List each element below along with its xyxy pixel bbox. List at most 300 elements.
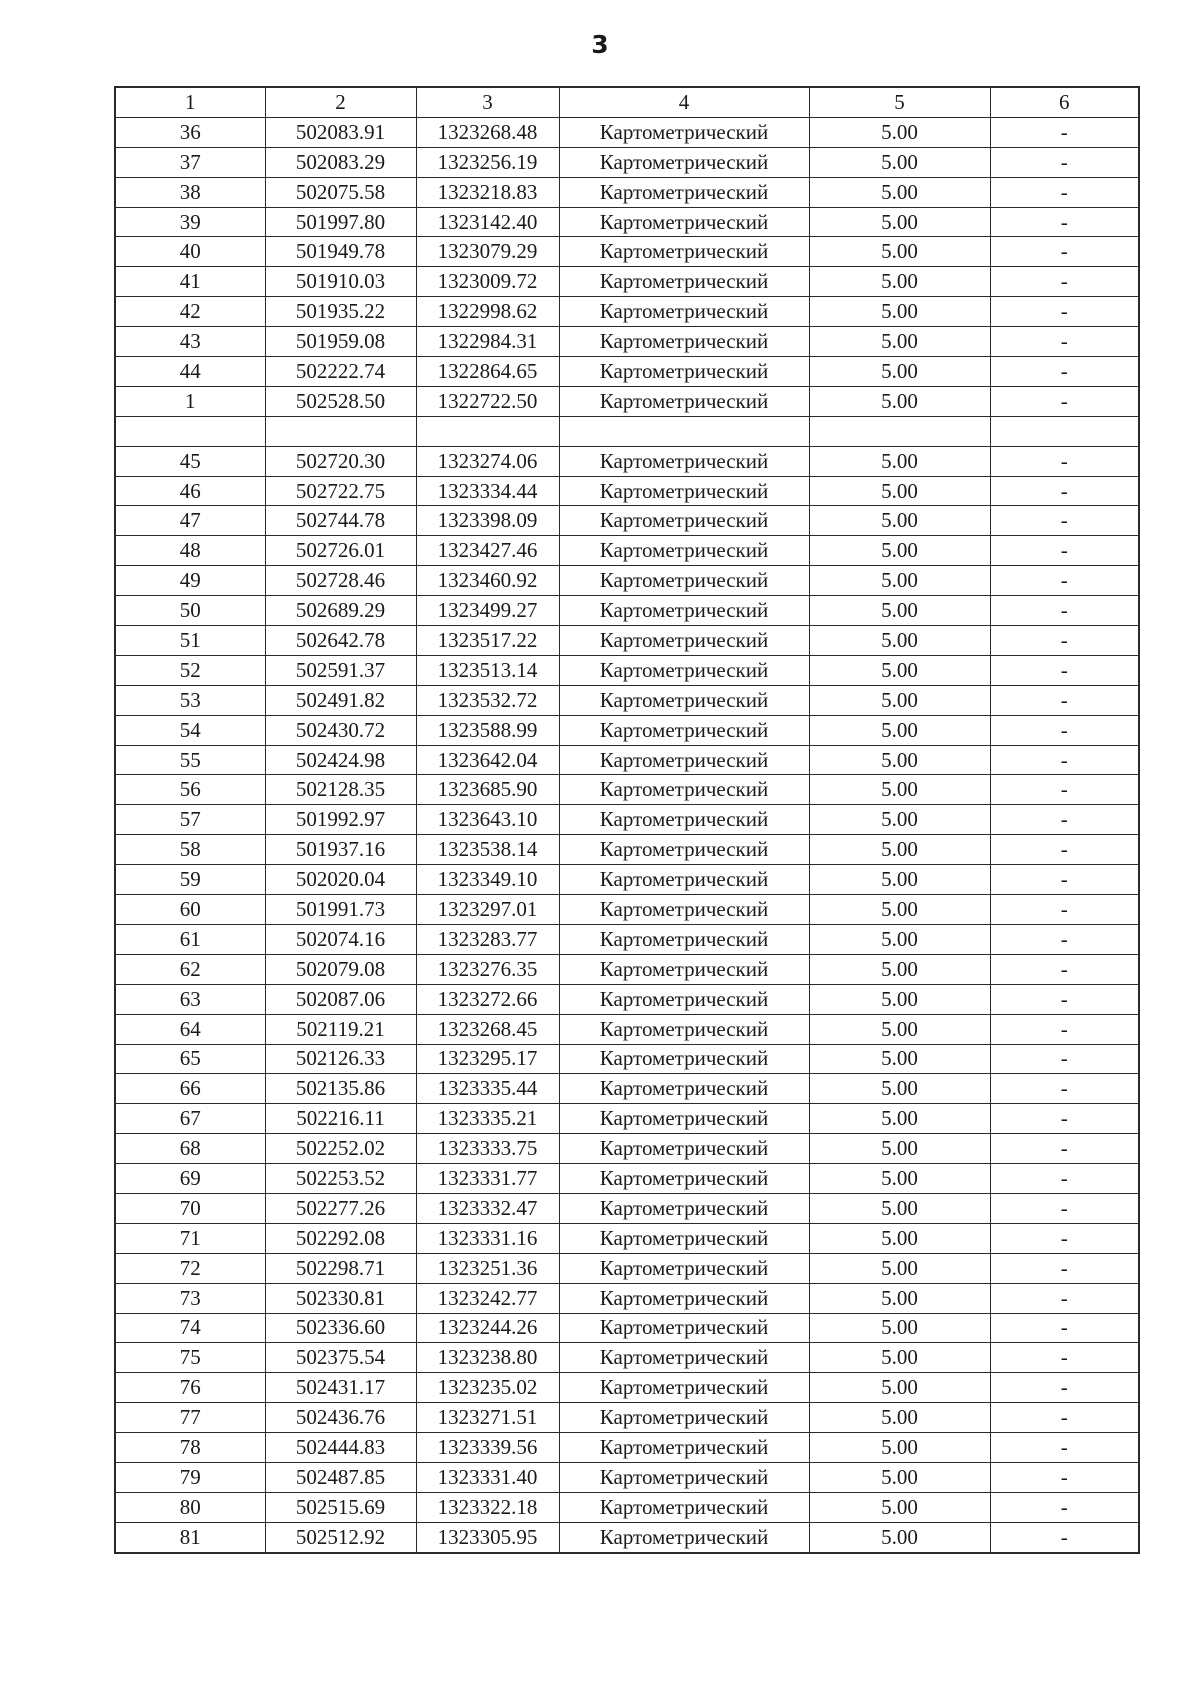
y-coordinate-cell: 1323238.80 — [416, 1343, 559, 1373]
table-row — [115, 1253, 1139, 1283]
point-number-cell: 68 — [115, 1134, 265, 1164]
column-header: 2 — [265, 87, 416, 117]
y-coordinate-cell: 1323499.27 — [416, 596, 559, 626]
x-coordinate-cell: 502292.08 — [265, 1223, 416, 1253]
table-row — [115, 1492, 1139, 1522]
accuracy-cell: 5.00 — [809, 1014, 990, 1044]
table-row — [115, 327, 1139, 357]
point-number-cell: 79 — [115, 1462, 265, 1492]
description-cell: - — [990, 1283, 1139, 1313]
description-cell — [990, 416, 1139, 446]
method-cell — [559, 416, 809, 446]
accuracy-cell: 5.00 — [809, 446, 990, 476]
y-coordinate-cell: 1323235.02 — [416, 1373, 559, 1403]
accuracy-cell: 5.00 — [809, 207, 990, 237]
description-cell: - — [990, 1343, 1139, 1373]
description-cell: - — [990, 117, 1139, 147]
description-cell: - — [990, 1104, 1139, 1134]
accuracy-cell: 5.00 — [809, 177, 990, 207]
y-coordinate-cell: 1323242.77 — [416, 1283, 559, 1313]
accuracy-cell — [809, 416, 990, 446]
description-cell: - — [990, 685, 1139, 715]
point-number-cell: 43 — [115, 327, 265, 357]
accuracy-cell: 5.00 — [809, 1223, 990, 1253]
table-row — [115, 596, 1139, 626]
x-coordinate-cell: 502689.29 — [265, 596, 416, 626]
table-row — [115, 177, 1139, 207]
description-cell: - — [990, 1223, 1139, 1253]
table-row — [115, 506, 1139, 536]
point-number-cell: 49 — [115, 566, 265, 596]
column-header: 3 — [416, 87, 559, 117]
y-coordinate-cell: 1322998.62 — [416, 297, 559, 327]
description-cell: - — [990, 327, 1139, 357]
accuracy-cell: 5.00 — [809, 1373, 990, 1403]
column-header: 4 — [559, 87, 809, 117]
table-row — [115, 1343, 1139, 1373]
table-row — [115, 835, 1139, 865]
accuracy-cell: 5.00 — [809, 1522, 990, 1552]
accuracy-cell: 5.00 — [809, 357, 990, 387]
x-coordinate-cell: 502375.54 — [265, 1343, 416, 1373]
y-coordinate-cell: 1323339.56 — [416, 1433, 559, 1463]
method-cell: Картометрический — [559, 1223, 809, 1253]
method-cell: Картометрический — [559, 715, 809, 745]
method-cell: Картометрический — [559, 835, 809, 865]
accuracy-cell: 5.00 — [809, 1164, 990, 1194]
accuracy-cell: 5.00 — [809, 1193, 990, 1223]
method-cell: Картометрический — [559, 1522, 809, 1552]
x-coordinate-cell: 502128.35 — [265, 775, 416, 805]
y-coordinate-cell: 1323643.10 — [416, 805, 559, 835]
description-cell: - — [990, 1134, 1139, 1164]
point-number-cell: 48 — [115, 536, 265, 566]
accuracy-cell: 5.00 — [809, 327, 990, 357]
table-row — [115, 1313, 1139, 1343]
y-coordinate-cell: 1323295.17 — [416, 1044, 559, 1074]
accuracy-cell: 5.00 — [809, 895, 990, 925]
description-cell: - — [990, 1492, 1139, 1522]
description-cell: - — [990, 177, 1139, 207]
method-cell: Картометрический — [559, 207, 809, 237]
x-coordinate-cell: 502431.17 — [265, 1373, 416, 1403]
method-cell: Картометрический — [559, 805, 809, 835]
x-coordinate-cell: 502512.92 — [265, 1522, 416, 1552]
x-coordinate-cell: 502087.06 — [265, 984, 416, 1014]
method-cell: Картометрический — [559, 147, 809, 177]
method-cell: Картометрический — [559, 1462, 809, 1492]
method-cell: Картометрический — [559, 506, 809, 536]
table-row — [115, 1074, 1139, 1104]
description-cell: - — [990, 626, 1139, 656]
point-number-cell: 65 — [115, 1044, 265, 1074]
description-cell: - — [990, 566, 1139, 596]
description-cell: - — [990, 476, 1139, 506]
description-cell: - — [990, 1074, 1139, 1104]
x-coordinate-cell: 501937.16 — [265, 835, 416, 865]
accuracy-cell: 5.00 — [809, 924, 990, 954]
x-coordinate-cell: 502222.74 — [265, 357, 416, 387]
y-coordinate-cell: 1323517.22 — [416, 626, 559, 656]
method-cell: Картометрический — [559, 237, 809, 267]
y-coordinate-cell: 1323297.01 — [416, 895, 559, 925]
point-number-cell: 81 — [115, 1522, 265, 1552]
y-coordinate-cell: 1323333.75 — [416, 1134, 559, 1164]
x-coordinate-cell: 502075.58 — [265, 177, 416, 207]
point-number-cell: 62 — [115, 954, 265, 984]
method-cell: Картометрический — [559, 984, 809, 1014]
method-cell: Картометрический — [559, 924, 809, 954]
method-cell: Картометрический — [559, 1492, 809, 1522]
y-coordinate-cell: 1323268.48 — [416, 117, 559, 147]
table-row — [115, 446, 1139, 476]
description-cell: - — [990, 446, 1139, 476]
point-number-cell: 63 — [115, 984, 265, 1014]
x-coordinate-cell: 502528.50 — [265, 386, 416, 416]
x-coordinate-cell: 502330.81 — [265, 1283, 416, 1313]
point-number-cell: 69 — [115, 1164, 265, 1194]
x-coordinate-cell: 502252.02 — [265, 1134, 416, 1164]
description-cell: - — [990, 536, 1139, 566]
table-row — [115, 1044, 1139, 1074]
table-row — [115, 775, 1139, 805]
y-coordinate-cell: 1323685.90 — [416, 775, 559, 805]
table-row — [115, 924, 1139, 954]
accuracy-cell: 5.00 — [809, 1403, 990, 1433]
table-row — [115, 715, 1139, 745]
x-coordinate-cell: 502083.29 — [265, 147, 416, 177]
description-cell: - — [990, 924, 1139, 954]
y-coordinate-cell: 1323079.29 — [416, 237, 559, 267]
point-number-cell: 45 — [115, 446, 265, 476]
y-coordinate-cell: 1323513.14 — [416, 655, 559, 685]
point-number-cell: 76 — [115, 1373, 265, 1403]
accuracy-cell: 5.00 — [809, 147, 990, 177]
column-header: 6 — [990, 87, 1139, 117]
accuracy-cell: 5.00 — [809, 805, 990, 835]
table-row — [115, 655, 1139, 685]
point-number-cell: 52 — [115, 655, 265, 685]
method-cell: Картометрический — [559, 386, 809, 416]
method-cell: Картометрический — [559, 655, 809, 685]
point-number-cell: 36 — [115, 117, 265, 147]
description-cell: - — [990, 1403, 1139, 1433]
y-coordinate-cell: 1322984.31 — [416, 327, 559, 357]
y-coordinate-cell: 1323331.16 — [416, 1223, 559, 1253]
accuracy-cell: 5.00 — [809, 1313, 990, 1343]
coordinates-table — [114, 86, 1140, 1554]
description-cell: - — [990, 655, 1139, 685]
method-cell: Картометрический — [559, 865, 809, 895]
accuracy-cell: 5.00 — [809, 745, 990, 775]
method-cell: Картометрический — [559, 177, 809, 207]
y-coordinate-cell: 1322722.50 — [416, 386, 559, 416]
description-cell: - — [990, 1462, 1139, 1492]
accuracy-cell: 5.00 — [809, 1343, 990, 1373]
accuracy-cell: 5.00 — [809, 267, 990, 297]
y-coordinate-cell: 1323460.92 — [416, 566, 559, 596]
point-number-cell: 50 — [115, 596, 265, 626]
page-number: 3 — [591, 30, 609, 59]
x-coordinate-cell: 502298.71 — [265, 1253, 416, 1283]
table-row — [115, 1373, 1139, 1403]
description-cell: - — [990, 1164, 1139, 1194]
x-coordinate-cell: 502336.60 — [265, 1313, 416, 1343]
y-coordinate-cell — [416, 416, 559, 446]
method-cell: Картометрический — [559, 1343, 809, 1373]
point-number-cell — [115, 416, 265, 446]
description-cell: - — [990, 1522, 1139, 1552]
table-row — [115, 954, 1139, 984]
accuracy-cell: 5.00 — [809, 297, 990, 327]
point-number-cell: 53 — [115, 685, 265, 715]
accuracy-cell: 5.00 — [809, 117, 990, 147]
method-cell: Картометрический — [559, 1164, 809, 1194]
y-coordinate-cell: 1323218.83 — [416, 177, 559, 207]
y-coordinate-cell: 1323256.19 — [416, 147, 559, 177]
point-number-cell: 78 — [115, 1433, 265, 1463]
table-row — [115, 1433, 1139, 1463]
accuracy-cell: 5.00 — [809, 1492, 990, 1522]
method-cell: Картометрический — [559, 775, 809, 805]
method-cell: Картометрический — [559, 1253, 809, 1283]
table-row — [115, 476, 1139, 506]
point-number-cell: 73 — [115, 1283, 265, 1313]
accuracy-cell: 5.00 — [809, 626, 990, 656]
accuracy-cell: 5.00 — [809, 1253, 990, 1283]
table-row — [115, 536, 1139, 566]
description-cell: - — [990, 1014, 1139, 1044]
description-cell: - — [990, 237, 1139, 267]
x-coordinate-cell: 502642.78 — [265, 626, 416, 656]
y-coordinate-cell: 1323305.95 — [416, 1522, 559, 1552]
x-coordinate-cell: 502487.85 — [265, 1462, 416, 1492]
y-coordinate-cell: 1323331.40 — [416, 1462, 559, 1492]
table-row — [115, 1164, 1139, 1194]
point-number-cell: 66 — [115, 1074, 265, 1104]
method-cell: Картометрический — [559, 626, 809, 656]
method-cell: Картометрический — [559, 1373, 809, 1403]
y-coordinate-cell: 1323332.47 — [416, 1193, 559, 1223]
table-row — [115, 805, 1139, 835]
accuracy-cell: 5.00 — [809, 685, 990, 715]
x-coordinate-cell: 501997.80 — [265, 207, 416, 237]
table-row — [115, 357, 1139, 387]
description-cell: - — [990, 357, 1139, 387]
accuracy-cell: 5.00 — [809, 1074, 990, 1104]
table-row — [115, 1193, 1139, 1223]
description-cell: - — [990, 297, 1139, 327]
y-coordinate-cell: 1323244.26 — [416, 1313, 559, 1343]
x-coordinate-cell: 502436.76 — [265, 1403, 416, 1433]
accuracy-cell: 5.00 — [809, 775, 990, 805]
point-number-cell: 75 — [115, 1343, 265, 1373]
y-coordinate-cell: 1323271.51 — [416, 1403, 559, 1433]
x-coordinate-cell: 502726.01 — [265, 536, 416, 566]
x-coordinate-cell: 501991.73 — [265, 895, 416, 925]
table-row — [115, 745, 1139, 775]
table-row — [115, 117, 1139, 147]
method-cell: Картометрический — [559, 1074, 809, 1104]
description-cell: - — [990, 596, 1139, 626]
table-row — [115, 386, 1139, 416]
table-row — [115, 297, 1139, 327]
description-cell: - — [990, 895, 1139, 925]
point-number-cell: 55 — [115, 745, 265, 775]
x-coordinate-cell: 502119.21 — [265, 1014, 416, 1044]
accuracy-cell: 5.00 — [809, 1462, 990, 1492]
point-number-cell: 38 — [115, 177, 265, 207]
method-cell: Картометрический — [559, 1044, 809, 1074]
y-coordinate-cell: 1323532.72 — [416, 685, 559, 715]
y-coordinate-cell: 1323588.99 — [416, 715, 559, 745]
table-row — [115, 1403, 1139, 1433]
accuracy-cell: 5.00 — [809, 1283, 990, 1313]
method-cell: Картометрический — [559, 1433, 809, 1463]
point-number-cell: 56 — [115, 775, 265, 805]
table-row — [115, 895, 1139, 925]
table-row — [115, 566, 1139, 596]
table-row — [115, 984, 1139, 1014]
x-coordinate-cell: 501949.78 — [265, 237, 416, 267]
method-cell: Картометрический — [559, 566, 809, 596]
table-row — [115, 267, 1139, 297]
x-coordinate-cell: 501935.22 — [265, 297, 416, 327]
y-coordinate-cell: 1323283.77 — [416, 924, 559, 954]
table-body — [115, 117, 1139, 1552]
accuracy-cell: 5.00 — [809, 984, 990, 1014]
point-number-cell: 58 — [115, 835, 265, 865]
description-cell: - — [990, 745, 1139, 775]
description-cell: - — [990, 865, 1139, 895]
method-cell: Картометрический — [559, 357, 809, 387]
point-number-cell: 61 — [115, 924, 265, 954]
description-cell: - — [990, 267, 1139, 297]
accuracy-cell: 5.00 — [809, 1433, 990, 1463]
column-header: 1 — [115, 87, 265, 117]
accuracy-cell: 5.00 — [809, 655, 990, 685]
description-cell: - — [990, 1373, 1139, 1403]
table-row — [115, 685, 1139, 715]
table-row — [115, 1522, 1139, 1552]
description-cell: - — [990, 506, 1139, 536]
point-number-cell: 59 — [115, 865, 265, 895]
y-coordinate-cell: 1323251.36 — [416, 1253, 559, 1283]
table-row — [115, 1104, 1139, 1134]
method-cell: Картометрический — [559, 327, 809, 357]
y-coordinate-cell: 1323272.66 — [416, 984, 559, 1014]
point-number-cell: 46 — [115, 476, 265, 506]
method-cell: Картометрический — [559, 1403, 809, 1433]
point-number-cell: 51 — [115, 626, 265, 656]
x-coordinate-cell: 502020.04 — [265, 865, 416, 895]
point-number-cell: 57 — [115, 805, 265, 835]
y-coordinate-cell: 1323349.10 — [416, 865, 559, 895]
x-coordinate-cell: 502720.30 — [265, 446, 416, 476]
x-coordinate-cell: 502135.86 — [265, 1074, 416, 1104]
x-coordinate-cell: 502083.91 — [265, 117, 416, 147]
y-coordinate-cell: 1322864.65 — [416, 357, 559, 387]
accuracy-cell: 5.00 — [809, 1134, 990, 1164]
x-coordinate-cell: 501992.97 — [265, 805, 416, 835]
point-number-cell: 44 — [115, 357, 265, 387]
table-row — [115, 1223, 1139, 1253]
table-row — [115, 1134, 1139, 1164]
method-cell: Картометрический — [559, 536, 809, 566]
description-cell: - — [990, 1044, 1139, 1074]
method-cell: Картометрический — [559, 117, 809, 147]
point-number-cell: 41 — [115, 267, 265, 297]
method-cell: Картометрический — [559, 1134, 809, 1164]
accuracy-cell: 5.00 — [809, 715, 990, 745]
accuracy-cell: 5.00 — [809, 566, 990, 596]
description-cell: - — [990, 835, 1139, 865]
x-coordinate-cell: 502216.11 — [265, 1104, 416, 1134]
x-coordinate-cell: 502491.82 — [265, 685, 416, 715]
accuracy-cell: 5.00 — [809, 386, 990, 416]
description-cell: - — [990, 1253, 1139, 1283]
y-coordinate-cell: 1323335.44 — [416, 1074, 559, 1104]
y-coordinate-cell: 1323427.46 — [416, 536, 559, 566]
table-row — [115, 416, 1139, 446]
x-coordinate-cell: 502079.08 — [265, 954, 416, 984]
table-header-row — [115, 87, 1139, 117]
method-cell: Картометрический — [559, 267, 809, 297]
method-cell: Картометрический — [559, 685, 809, 715]
point-number-cell: 71 — [115, 1223, 265, 1253]
point-number-cell: 40 — [115, 237, 265, 267]
x-coordinate-cell: 502424.98 — [265, 745, 416, 775]
y-coordinate-cell: 1323276.35 — [416, 954, 559, 984]
accuracy-cell: 5.00 — [809, 506, 990, 536]
x-coordinate-cell: 501910.03 — [265, 267, 416, 297]
x-coordinate-cell: 502074.16 — [265, 924, 416, 954]
y-coordinate-cell: 1323538.14 — [416, 835, 559, 865]
table-row — [115, 1462, 1139, 1492]
description-cell: - — [990, 805, 1139, 835]
description-cell: - — [990, 954, 1139, 984]
y-coordinate-cell: 1323398.09 — [416, 506, 559, 536]
description-cell: - — [990, 207, 1139, 237]
description-cell: - — [990, 386, 1139, 416]
y-coordinate-cell: 1323009.72 — [416, 267, 559, 297]
y-coordinate-cell: 1323274.06 — [416, 446, 559, 476]
point-number-cell: 67 — [115, 1104, 265, 1134]
x-coordinate-cell: 502430.72 — [265, 715, 416, 745]
table-row — [115, 237, 1139, 267]
accuracy-cell: 5.00 — [809, 865, 990, 895]
point-number-cell: 54 — [115, 715, 265, 745]
description-cell: - — [990, 715, 1139, 745]
table-row — [115, 865, 1139, 895]
method-cell: Картометрический — [559, 446, 809, 476]
y-coordinate-cell: 1323331.77 — [416, 1164, 559, 1194]
x-coordinate-cell: 502253.52 — [265, 1164, 416, 1194]
x-coordinate-cell: 502126.33 — [265, 1044, 416, 1074]
x-coordinate-cell: 502515.69 — [265, 1492, 416, 1522]
x-coordinate-cell: 502744.78 — [265, 506, 416, 536]
method-cell: Картометрический — [559, 895, 809, 925]
point-number-cell: 39 — [115, 207, 265, 237]
point-number-cell: 42 — [115, 297, 265, 327]
method-cell: Картометрический — [559, 476, 809, 506]
y-coordinate-cell: 1323334.44 — [416, 476, 559, 506]
description-cell: - — [990, 147, 1139, 177]
description-cell: - — [990, 1193, 1139, 1223]
accuracy-cell: 5.00 — [809, 237, 990, 267]
point-number-cell: 47 — [115, 506, 265, 536]
accuracy-cell: 5.00 — [809, 835, 990, 865]
